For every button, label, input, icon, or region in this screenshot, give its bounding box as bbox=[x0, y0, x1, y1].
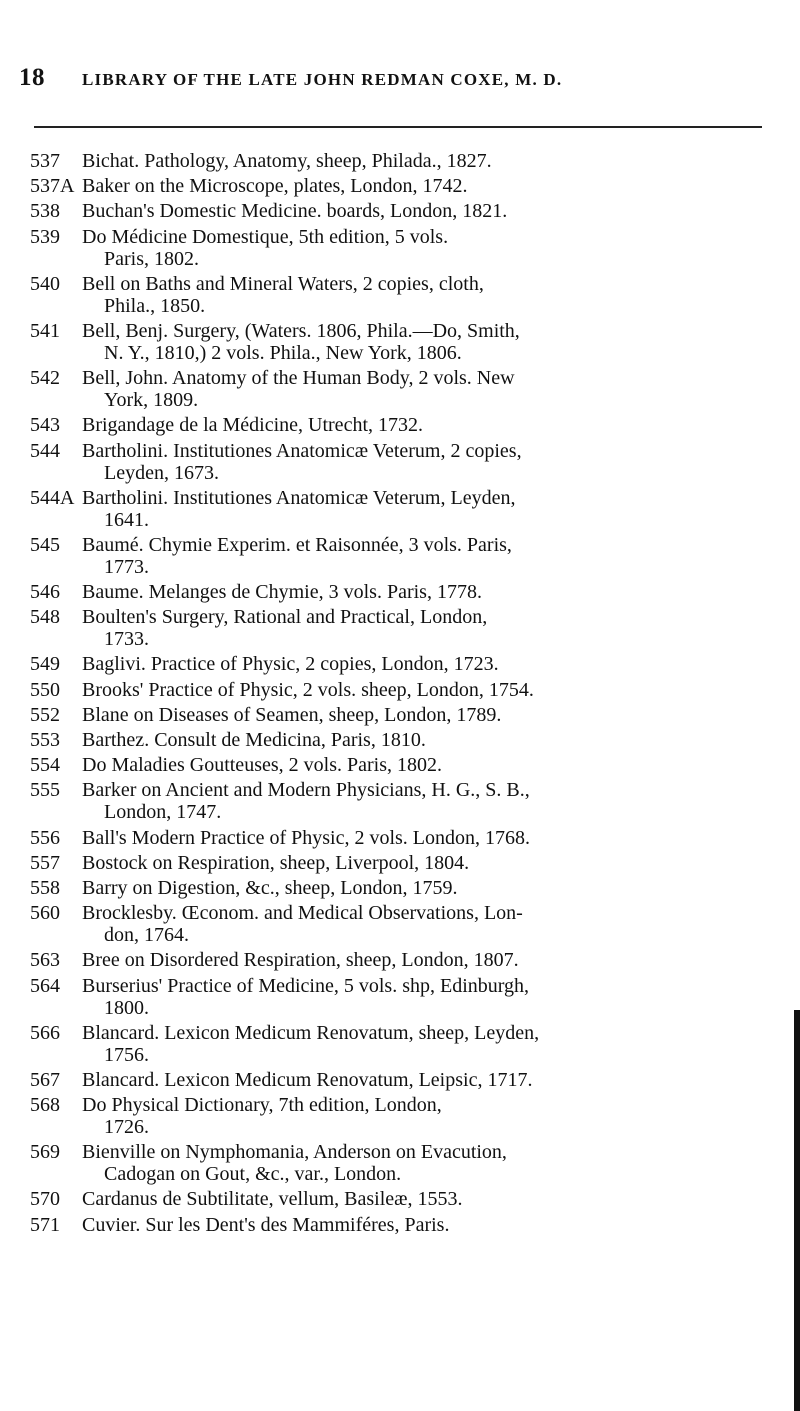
entry-number: 544 bbox=[30, 439, 60, 462]
catalog-entry bbox=[0, 679, 800, 701]
page-number: 18 bbox=[19, 64, 45, 91]
catalog-entry bbox=[0, 273, 800, 317]
page-edge-shadow bbox=[794, 1010, 800, 1411]
entry-text: Blancard. Lexicon Medicum Renovatum, sheep, Leyden, bbox=[82, 1021, 540, 1044]
entry-number: 558 bbox=[30, 876, 60, 899]
entry-continuation: York, 1809. bbox=[104, 389, 199, 412]
entry-text: Baumé. Chymie Experim. et Raisonnée, 3 vols. Paris, bbox=[82, 533, 512, 556]
entry-text: Bichat. Pathology, Anatomy, sheep, Philada., 1827. bbox=[82, 150, 492, 172]
entry-text: Bartholini. Institutiones Anatomicæ Veterum, 2 copies, bbox=[82, 439, 522, 462]
entry-continuation: 1733. bbox=[104, 628, 149, 651]
entry-number: 542 bbox=[30, 367, 60, 390]
catalog-entry bbox=[0, 1188, 800, 1210]
entry-number: 537 bbox=[30, 150, 60, 172]
entry-continuation: Cadogan on Gout, &c., var., London. bbox=[104, 1163, 402, 1186]
entry-text: Brigandage de la Médicine, Utrecht, 1732. bbox=[82, 414, 423, 437]
entry-number: 570 bbox=[30, 1188, 60, 1211]
catalog-entry bbox=[0, 949, 800, 971]
entry-text: Bartholini. Institutiones Anatomicæ Veterum, Leyden, bbox=[82, 486, 516, 509]
entry-text: Baglivi. Practice of Physic, 2 copies, London, 1723. bbox=[82, 653, 499, 676]
entry-number: 543 bbox=[30, 414, 60, 437]
catalog-entry bbox=[0, 975, 800, 1019]
catalog-entry bbox=[0, 1069, 800, 1091]
entry-number: 569 bbox=[30, 1141, 60, 1164]
entry-number: 552 bbox=[30, 703, 60, 726]
catalog-entries bbox=[0, 150, 800, 1239]
entry-number: 546 bbox=[30, 581, 60, 604]
entry-text: Cuvier. Sur les Dent's des Mammiféres, Paris. bbox=[82, 1213, 450, 1236]
entry-number: 544A bbox=[30, 486, 75, 509]
catalog-entry bbox=[0, 653, 800, 675]
entry-text: Bell, Benj. Surgery, (Waters. 1806, Phila.—Do, Smith, bbox=[82, 319, 520, 342]
entry-number: 567 bbox=[30, 1068, 60, 1091]
entry-text: Do Physical Dictionary, 7th edition, London, bbox=[82, 1094, 442, 1117]
catalog-entry bbox=[0, 1022, 800, 1066]
entry-text: Burserius' Practice of Medicine, 5 vols. shp, Edinburgh, bbox=[82, 974, 530, 997]
entry-number: 553 bbox=[30, 729, 60, 751]
catalog-entry bbox=[0, 1141, 800, 1185]
catalog-entry bbox=[0, 779, 800, 823]
entry-continuation: N. Y., 1810,) 2 vols. Phila., New York, 1806. bbox=[104, 341, 462, 364]
catalog-entry bbox=[0, 606, 800, 650]
entry-number: 560 bbox=[30, 902, 60, 925]
entry-number: 568 bbox=[30, 1094, 60, 1117]
catalog-entry bbox=[0, 487, 800, 531]
entry-number: 566 bbox=[30, 1021, 60, 1044]
entry-text: Boulten's Surgery, Rational and Practical, London, bbox=[82, 606, 488, 629]
entry-number: 539 bbox=[30, 225, 60, 248]
entry-number: 564 bbox=[30, 974, 60, 997]
entry-number: 548 bbox=[30, 606, 60, 629]
entry-number: 549 bbox=[30, 653, 60, 676]
entry-number: 563 bbox=[30, 949, 60, 972]
entry-text: Baker on the Microscope, plates, London, 1742. bbox=[82, 175, 468, 198]
catalog-entry bbox=[0, 226, 800, 270]
catalog-entry bbox=[0, 827, 800, 849]
catalog-entry bbox=[0, 175, 800, 197]
catalog-entry bbox=[0, 902, 800, 946]
catalog-entry bbox=[0, 320, 800, 364]
entry-continuation: don, 1764. bbox=[104, 924, 189, 947]
entry-text: Ball's Modern Practice of Physic, 2 vols. London, 1768. bbox=[82, 826, 530, 849]
entry-continuation: 1800. bbox=[104, 996, 149, 1019]
entry-text: Bell on Baths and Mineral Waters, 2 copies, cloth, bbox=[82, 272, 484, 295]
entry-text: Bell, John. Anatomy of the Human Body, 2 vols. New bbox=[82, 367, 515, 390]
entry-continuation: Phila., 1850. bbox=[104, 294, 206, 317]
catalog-entry bbox=[0, 150, 800, 172]
entry-number: 538 bbox=[30, 200, 60, 223]
entry-text: Brooks' Practice of Physic, 2 vols. sheep, London, 1754. bbox=[82, 678, 534, 701]
entry-text: Brocklesby. Œconom. and Medical Observations, Lon- bbox=[82, 902, 523, 925]
catalog-entry bbox=[0, 440, 800, 484]
catalog-entry bbox=[0, 852, 800, 874]
entry-text: Blancard. Lexicon Medicum Renovatum, Leipsic, 1717. bbox=[82, 1068, 533, 1091]
entry-continuation: Leyden, 1673. bbox=[104, 461, 219, 484]
running-title: LIBRARY OF THE LATE JOHN REDMAN COXE, M. D. bbox=[82, 70, 563, 89]
header-rule bbox=[34, 126, 762, 128]
entry-number: 541 bbox=[30, 319, 60, 342]
entry-number: 550 bbox=[30, 678, 60, 701]
catalog-entry bbox=[0, 581, 800, 603]
entry-text: Do Médicine Domestique, 5th edition, 5 vols. bbox=[82, 225, 449, 248]
entry-text: Bostock on Respiration, sheep, Liverpool, 1804. bbox=[82, 851, 470, 874]
entry-number: 545 bbox=[30, 533, 60, 556]
catalog-entry bbox=[0, 877, 800, 899]
entry-text: Blane on Diseases of Seamen, sheep, London, 1789. bbox=[82, 703, 502, 726]
entry-continuation: London, 1747. bbox=[104, 801, 222, 824]
entry-text: Cardanus de Subtilitate, vellum, Basileæ, 1553. bbox=[82, 1188, 463, 1211]
entry-number: 555 bbox=[30, 779, 60, 802]
entry-continuation: 1641. bbox=[104, 508, 149, 531]
catalog-entry bbox=[0, 534, 800, 578]
entry-text: Do Maladies Goutteuses, 2 vols. Paris, 1802. bbox=[82, 754, 442, 777]
catalog-entry bbox=[0, 1094, 800, 1138]
entry-number: 571 bbox=[30, 1213, 60, 1236]
entry-text: Baume. Melanges de Chymie, 3 vols. Paris, 1778. bbox=[82, 581, 482, 604]
entry-continuation: Paris, 1802. bbox=[104, 247, 199, 270]
entry-continuation: 1773. bbox=[104, 555, 149, 578]
catalog-entry bbox=[0, 729, 800, 751]
entry-text: Bree on Disordered Respiration, sheep, London, 1807. bbox=[82, 949, 519, 972]
entry-text: Barker on Ancient and Modern Physicians, H. G., S. B., bbox=[82, 779, 530, 802]
catalog-entry bbox=[0, 704, 800, 726]
entry-number: 554 bbox=[30, 754, 60, 777]
entry-number: 556 bbox=[30, 826, 60, 849]
entry-continuation: 1756. bbox=[104, 1043, 149, 1066]
entry-number: 537A bbox=[30, 175, 75, 198]
entry-text: Buchan's Domestic Medicine. boards, London, 1821. bbox=[82, 200, 508, 223]
entry-continuation: 1726. bbox=[104, 1116, 149, 1139]
catalog-entry bbox=[0, 1214, 800, 1236]
entry-text: Barthez. Consult de Medicina, Paris, 1810. bbox=[82, 729, 426, 751]
entry-text: Bienville on Nymphomania, Anderson on Evacution, bbox=[82, 1141, 507, 1164]
catalog-entry bbox=[0, 414, 800, 436]
catalog-entry bbox=[0, 200, 800, 222]
page-header bbox=[0, 64, 800, 114]
entry-text: Barry on Digestion, &c., sheep, London, 1759. bbox=[82, 876, 458, 899]
entry-number: 557 bbox=[30, 851, 60, 874]
catalog-entry bbox=[0, 754, 800, 776]
entry-number: 540 bbox=[30, 272, 60, 295]
catalog-entry bbox=[0, 367, 800, 411]
